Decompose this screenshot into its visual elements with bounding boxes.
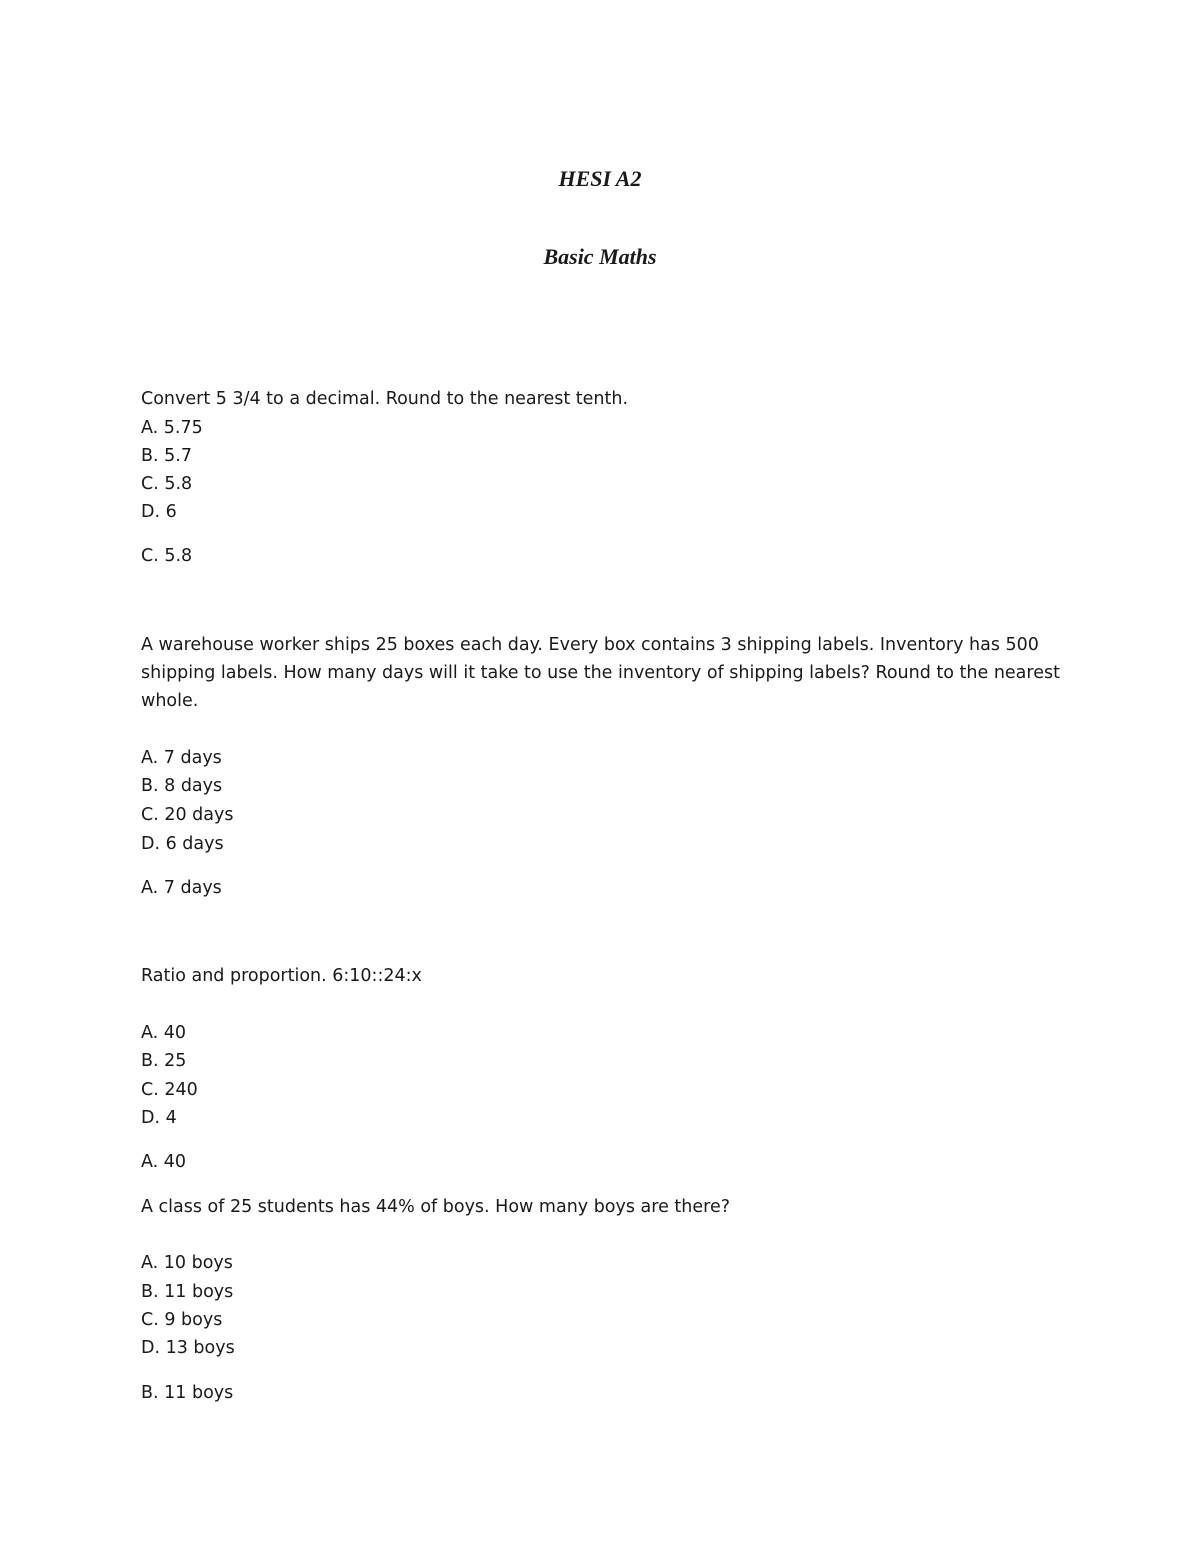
question-4-option-c: C. 9 boys <box>141 1310 223 1330</box>
question-2-text: A warehouse worker ships 25 boxes each day. Every box contains 3 shipping labels. Inventory has 500 shipping labels. How many days will it take to use the inventory of shipping labels? Round to the nearest whole. <box>141 635 1060 711</box>
question-3-option-b: B. 25 <box>141 1051 187 1071</box>
question-2-option-b: B. 8 days <box>141 776 223 796</box>
question-3-text: Ratio and proportion. 6:10::24:x <box>141 966 422 986</box>
question-2-answer: A. 7 days <box>141 878 222 898</box>
question-4-answer: B. 11 boys <box>141 1383 234 1403</box>
question-4-option-a: A. 10 boys <box>141 1253 233 1273</box>
document-subtitle: Basic Maths <box>543 244 657 269</box>
question-3-answer: A. 40 <box>141 1152 187 1172</box>
question-4-text: A class of 25 students has 44% of boys. How many boys are there? <box>141 1197 731 1217</box>
question-1-text: Convert 5 3/4 to a decimal. Round to the nearest tenth. <box>141 389 629 409</box>
question-4-option-d: D. 13 boys <box>141 1338 235 1358</box>
question-3-option-c: C. 240 <box>141 1080 198 1100</box>
question-2-option-a: A. 7 days <box>141 748 222 768</box>
question-3-option-a: A. 40 <box>141 1023 187 1043</box>
document-title: HESI A2 <box>558 166 642 191</box>
question-2-option-d: D. 6 days <box>141 834 224 854</box>
question-3-option-d: D. 4 <box>141 1108 177 1128</box>
question-1-option-d: D. 6 <box>141 502 177 522</box>
question-1-option-c: C. 5.8 <box>141 474 193 494</box>
question-4-option-b: B. 11 boys <box>141 1282 234 1302</box>
question-1-option-a: A. 5.75 <box>141 418 203 438</box>
question-1-option-b: B. 5.7 <box>141 446 192 466</box>
question-2-option-c: C. 20 days <box>141 805 234 825</box>
question-1-answer: C. 5.8 <box>141 546 193 566</box>
